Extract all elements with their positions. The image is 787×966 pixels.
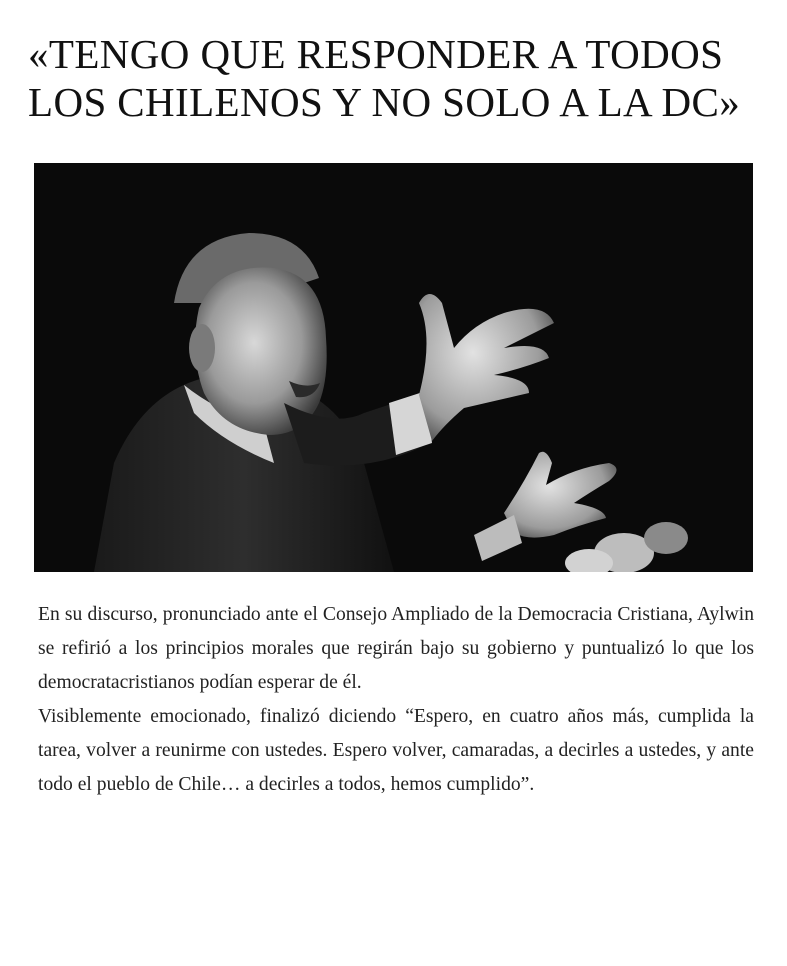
headline <box>28 30 768 126</box>
speaker-photo-illustration <box>34 163 753 572</box>
headline-line-1: «TENGO QUE RESPONDER A TODOS <box>28 31 724 77</box>
paragraph-1: En su discurso, pronunciado ante el Consejo Ampliado de la Democracia Cristiana, Aylwin se refirió a los principios morales que regirán bajo su gobierno y puntualizó lo que los democratacristianos podían esperar de él. <box>38 604 754 693</box>
paragraph-2: Visiblemente emocionado, finalizó diciendo “Espero, en cuatro años más, cumplida la tarea, volver a reunirme con ustedes. Espero volver, camaradas, a decirles a ustedes, y ante todo el pueblo de Chile… a decirles a todos, hemos cumplido”. <box>38 706 754 795</box>
microphone-icon <box>644 522 688 554</box>
article-body <box>38 598 754 802</box>
headline-line-2: LOS CHILENOS Y NO SOLO A LA DC» <box>28 79 741 125</box>
article-photo <box>34 163 753 572</box>
ear-shape <box>189 324 215 372</box>
